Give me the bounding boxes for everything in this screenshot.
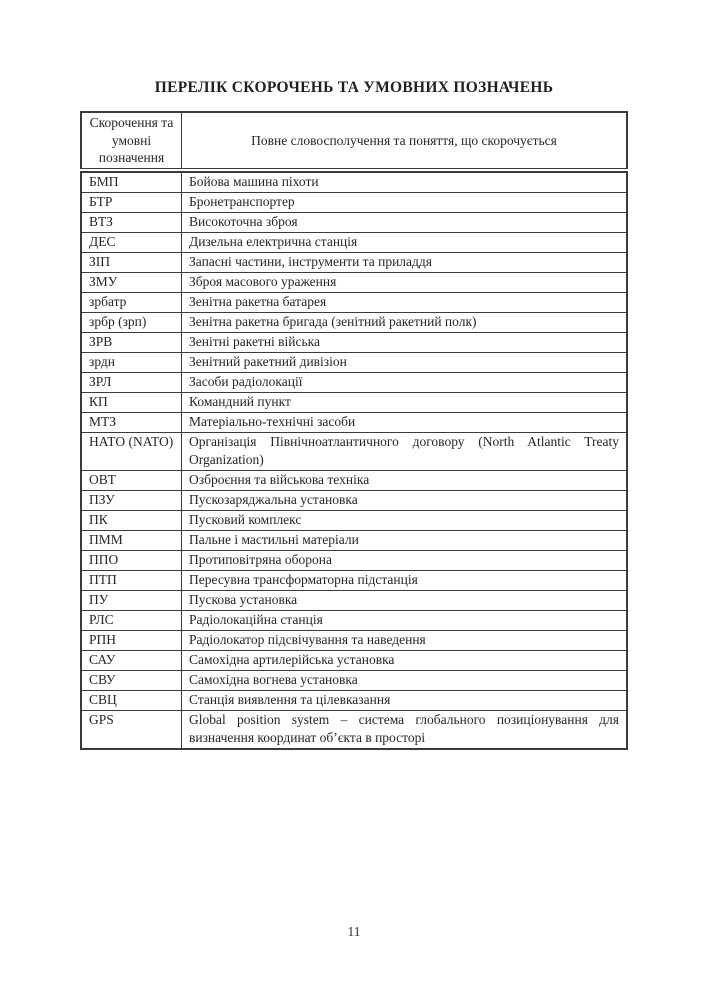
table-row xyxy=(82,631,626,651)
full-phrase-cell: Матеріально-технічні засоби xyxy=(189,414,356,429)
abbreviation-cell: ЗРВ xyxy=(82,333,182,352)
full-phrase-cell: Бойова машина піхоти xyxy=(189,174,319,189)
table-row xyxy=(82,691,626,711)
header-full-phrase-label: Повне словосполучення та поняття, що скорочується xyxy=(251,132,557,148)
table-row xyxy=(82,591,626,611)
table-row xyxy=(82,193,626,213)
abbreviation-cell: ПУ xyxy=(82,591,182,610)
abbreviations-table xyxy=(80,111,628,750)
full-phrase-cell: Дизельна електрична станція xyxy=(189,234,358,249)
table-row xyxy=(82,233,626,253)
full-phrase-cell: Радіолокаційна станція xyxy=(189,612,323,627)
abbreviation-cell: МТЗ xyxy=(82,413,182,432)
full-phrase-cell: Бронетранспортер xyxy=(189,194,295,209)
table-row xyxy=(82,491,626,511)
full-phrase-cell: Високоточна зброя xyxy=(189,214,298,229)
abbreviation-cell: зрбатр xyxy=(82,293,182,312)
table-row xyxy=(82,373,626,393)
table-row xyxy=(82,393,626,413)
abbreviation-cell: зрбр (зрп) xyxy=(82,313,182,332)
table-row xyxy=(82,293,626,313)
full-phrase-cell: Зенітний ракетний дивізіон xyxy=(189,354,347,369)
table-row xyxy=(82,213,626,233)
header-abbreviation-column xyxy=(82,113,182,168)
abbreviation-cell: РПН xyxy=(82,631,182,650)
abbreviation-cell: БМП xyxy=(82,173,182,192)
full-phrase-cell: Командний пункт xyxy=(189,394,291,409)
table-row xyxy=(82,471,626,491)
full-phrase-cell: Зенітна ракетна бригада (зенітний ракетний полк) xyxy=(189,314,477,329)
table-row xyxy=(82,333,626,353)
abbreviation-cell: САУ xyxy=(82,651,182,670)
table-row xyxy=(82,433,626,471)
abbreviation-cell: КП xyxy=(82,393,182,412)
header-full-phrase-column xyxy=(182,113,626,168)
abbreviation-cell: ППО xyxy=(82,551,182,570)
table-row xyxy=(82,173,626,193)
table-row xyxy=(82,353,626,373)
table-body xyxy=(80,171,628,750)
abbreviation-cell: ПЗУ xyxy=(82,491,182,510)
full-phrase-cell: Зброя масового ураження xyxy=(189,274,337,289)
abbreviation-cell: зрдн xyxy=(82,353,182,372)
full-phrase-cell: Протиповітряна оборона xyxy=(189,552,332,567)
full-phrase-cell: Пускозаряджальна установка xyxy=(189,492,358,507)
full-phrase-cell: Станція виявлення та цілевказання xyxy=(189,692,391,707)
page-number: 11 xyxy=(347,924,361,939)
full-phrase-cell: Зенітні ракетні війська xyxy=(189,334,321,349)
table-row xyxy=(82,413,626,433)
abbreviation-cell: СВУ xyxy=(82,671,182,690)
table-row xyxy=(82,671,626,691)
full-phrase-cell: Засоби радіолокації xyxy=(189,374,303,389)
table-row xyxy=(82,611,626,631)
abbreviation-cell: СВЦ xyxy=(82,691,182,710)
table-row xyxy=(82,253,626,273)
full-phrase-cell: Самохідна артилерійська установка xyxy=(189,652,395,667)
full-phrase-cell: Озброєння та військова техніка xyxy=(189,472,370,487)
abbreviation-cell: РЛС xyxy=(82,611,182,630)
full-phrase-cell: Запасні частини, інструменти та приладдя xyxy=(189,254,432,269)
full-phrase-cell: Пересувна трансформаторна підстанція xyxy=(189,572,418,587)
abbreviation-cell: ПТП xyxy=(82,571,182,590)
abbreviation-cell: БТР xyxy=(82,193,182,212)
abbreviation-cell: ЗІП xyxy=(82,253,182,272)
abbreviation-cell: ВТЗ xyxy=(82,213,182,232)
table-row xyxy=(82,571,626,591)
full-phrase-cell: Пусковий комплекс xyxy=(189,512,302,527)
table-row xyxy=(82,711,626,748)
table-row xyxy=(82,511,626,531)
table-row xyxy=(82,531,626,551)
abbreviation-cell: ПК xyxy=(82,511,182,530)
full-phrase-cell: Зенітна ракетна батарея xyxy=(189,294,327,309)
abbreviation-cell: ЗМУ xyxy=(82,273,182,292)
table-row xyxy=(82,651,626,671)
table-row xyxy=(82,273,626,293)
full-phrase-cell: Самохідна вогнева установка xyxy=(189,672,358,687)
abbreviation-cell: ЗРЛ xyxy=(82,373,182,392)
table-header-row xyxy=(80,111,628,169)
page-title: ПЕРЕЛІК СКОРОЧЕНЬ ТА УМОВНИХ ПОЗНАЧЕНЬ xyxy=(154,79,554,96)
full-phrase-cell: Пальне і мастильні матеріали xyxy=(189,532,359,547)
full-phrase-cell: Пускова установка xyxy=(189,592,298,607)
full-phrase-cell: Організація Північноатлантичного договору (North Atlantic Treaty Organization) xyxy=(189,434,619,467)
abbreviation-cell: ДЕС xyxy=(82,233,182,252)
abbreviation-cell: GPS xyxy=(82,711,182,748)
full-phrase-cell: Global position system – система глобального позиціонування для визначення координат об’єкта в просторі xyxy=(189,712,619,745)
table-row xyxy=(82,313,626,333)
header-abbreviation-label: Скорочення та умовні позначення xyxy=(89,115,174,165)
table-row xyxy=(82,551,626,571)
abbreviation-cell: НАТО (NATO) xyxy=(82,433,182,470)
abbreviation-cell: ПММ xyxy=(82,531,182,550)
full-phrase-cell: Радіолокатор підсвічування та наведення xyxy=(189,632,426,647)
abbreviation-cell: ОВТ xyxy=(82,471,182,490)
